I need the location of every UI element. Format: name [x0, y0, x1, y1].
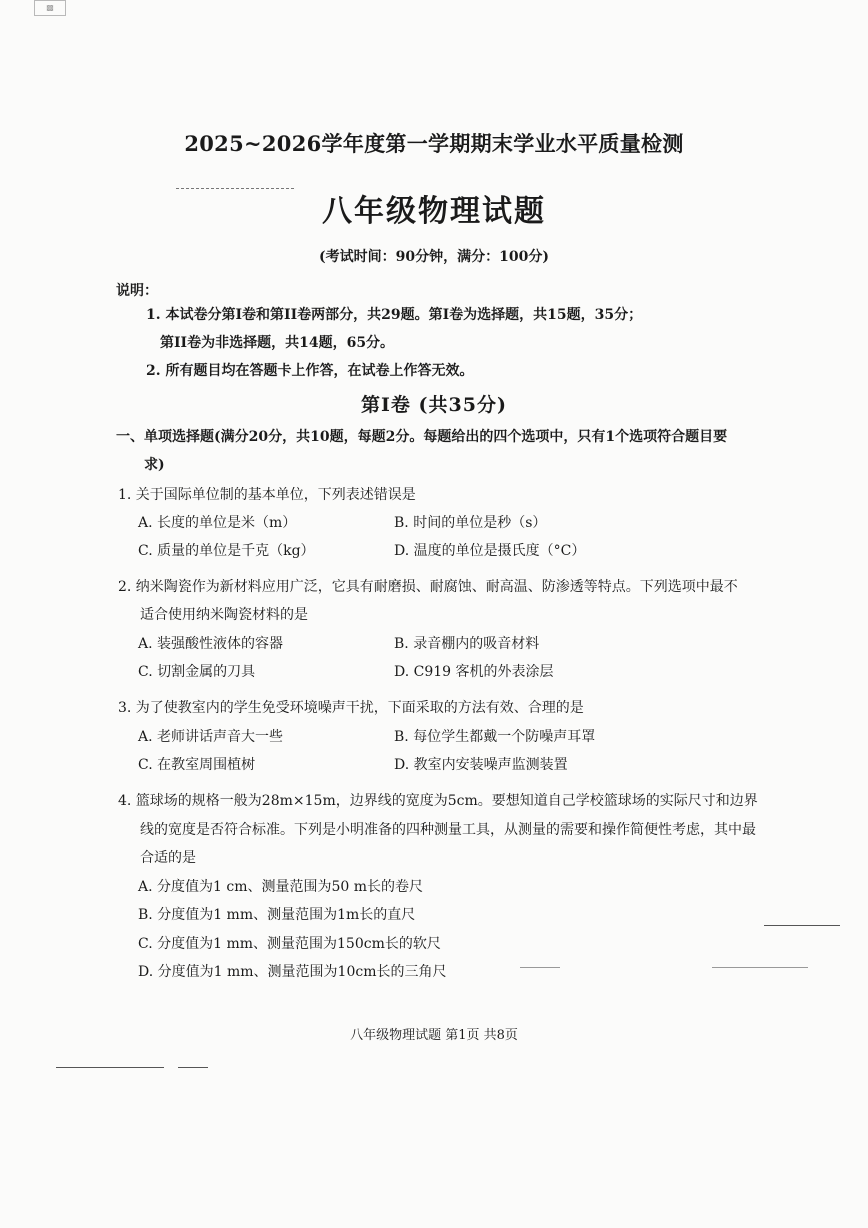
part-heading-line-2: 求): [144, 457, 165, 473]
corner-stamp: ▩: [34, 0, 66, 16]
instructions-heading: 说明：: [116, 283, 158, 299]
scan-mark: [712, 967, 808, 968]
question-3-option-d: D. 教室内安装噪声监测装置: [394, 757, 568, 773]
scan-mark: [520, 967, 560, 968]
instruction-item-1-line-1: 1. 本试卷分第I卷和第II卷两部分，共29题。第I卷为选择题，共15题，35分；: [146, 307, 643, 323]
instruction-item-1-line-2: 第II卷为非选择题，共14题，65分。: [160, 335, 395, 351]
question-2-option-d: D. C919 客机的外表涂层: [394, 664, 554, 680]
question-2-option-c: C. 切割金属的刀具: [138, 664, 256, 680]
exam-info: (考试时间：90分钟，满分：100分): [319, 249, 549, 265]
question-4-option-c: C. 分度值为1 mm、测量范围为150cm长的软尺: [138, 936, 441, 952]
exam-subtitle: 八年级物理试题: [322, 194, 546, 229]
question-1-stem: 1. 关于国际单位制的基本单位，下列表述错误是: [118, 487, 416, 503]
scan-mark: [178, 1067, 208, 1068]
question-4-stem-line-2: 线的宽度是否符合标准。下列是小明准备的四种测量工具，从测量的需要和操作简便性考虑，其中最: [140, 822, 756, 838]
exam-title: 2025~2026学年度第一学期期末学业水平质量检测: [184, 131, 684, 156]
question-1-option-a: A. 长度的单位是米（m）: [138, 515, 297, 531]
scan-mark: [56, 1067, 164, 1068]
question-4-stem-line-3: 合适的是: [140, 850, 196, 866]
question-1-option-c: C. 质量的单位是千克（kg）: [138, 543, 315, 559]
part-heading-line-1: 一、单项选择题(满分20分，共10题，每题2分。每题给出的四个选项中，只有1个选项符合题目要: [116, 429, 728, 445]
section-title: 第I卷 (共35分): [361, 394, 507, 416]
question-4-option-b: B. 分度值为1 mm、测量范围为1m长的直尺: [138, 907, 416, 923]
question-4-option-a: A. 分度值为1 cm、测量范围为50 m长的卷尺: [138, 879, 424, 895]
question-3-option-c: C. 在教室周围植树: [138, 757, 256, 773]
question-3-option-a: A. 老师讲话声音大一些: [138, 729, 284, 745]
question-2-stem-line-2: 适合使用纳米陶瓷材料的是: [140, 607, 308, 623]
scan-mark: [764, 925, 840, 926]
question-4-stem-line-1: 4. 篮球场的规格一般为28m×15m，边界线的宽度为5cm。要想知道自己学校篮球场的实际尺寸和边界: [118, 793, 758, 809]
question-1-option-d: D. 温度的单位是摄氏度（°C）: [394, 543, 586, 559]
question-3-stem: 3. 为了使教室内的学生免受环境噪声干扰，下面采取的方法有效、合理的是: [118, 700, 584, 716]
question-2-option-b: B. 录音棚内的吸音材料: [394, 636, 540, 652]
question-2-option-a: A. 装强酸性液体的容器: [138, 636, 284, 652]
question-2-stem-line-1: 2. 纳米陶瓷作为新材料应用广泛，它具有耐磨损、耐腐蚀、耐高温、防渗透等特点。下列选项中最不: [118, 579, 738, 595]
question-4-option-d: D. 分度值为1 mm、测量范围为10cm长的三角尺: [138, 964, 447, 980]
instruction-item-2: 2. 所有题目均在答题卡上作答，在试卷上作答无效。: [146, 363, 474, 379]
page-footer: 八年级物理试题 第1页 共8页: [350, 1028, 518, 1043]
question-1-option-b: B. 时间的单位是秒（s）: [394, 515, 547, 531]
question-3-option-b: B. 每位学生都戴一个防噪声耳罩: [394, 729, 596, 745]
